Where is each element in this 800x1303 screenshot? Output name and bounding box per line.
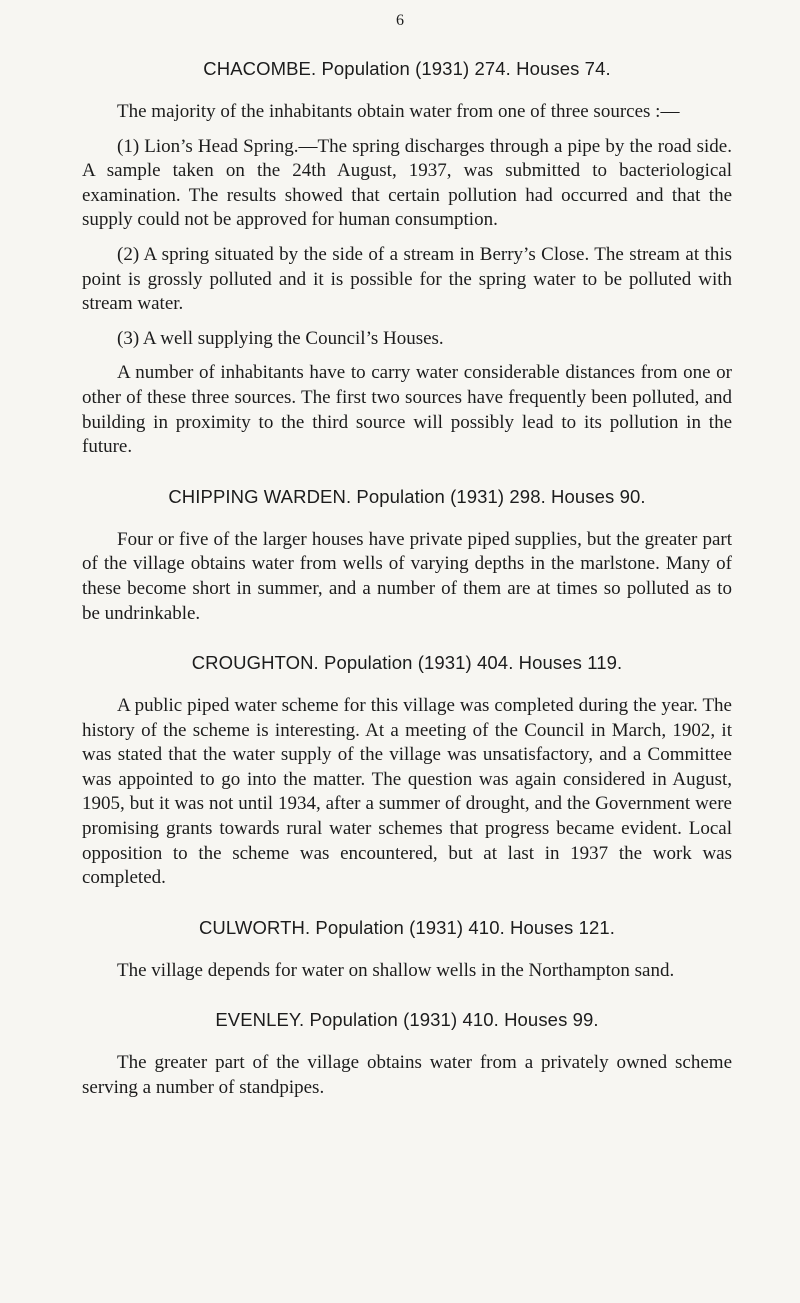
paragraph: (2) A spring situated by the side of a stream in Berry’s Close. The stream at this point is grossly polluted and it is possible for the spring water to be polluted with stream water.	[82, 243, 732, 315]
section-heading: CROUGHTON. Population (1931) 404. Houses 119.	[191, 652, 623, 674]
paragraph: (3) A well supplying the Council’s Houses.	[117, 327, 444, 349]
paragraph: A number of inhabitants have to carry water considerable distances from one or other of these three sources. The first two sources have frequently been polluted, and building in proximity to the third source will possibly lead to its pollution in the future.	[82, 362, 732, 458]
section-chacombe	[82, 58, 732, 460]
section-croughton	[82, 652, 732, 891]
section-heading: EVENLEY. Population (1931) 410. Houses 99.	[215, 1009, 599, 1031]
paragraph: A public piped water scheme for this village was completed during the year. The history of the scheme is interesting. At a meeting of the Council in March, 1902, it was stated that the water supply of the village was unsatisfactory, and a Committee was appointed to go into the matter. The question was again considered in August, 1905, but it was not until 1934, after a summer of drought, and the Government were promising grants towards rural water schemes that progress became evident. Local opposition to the scheme was encountered, but at last in 1937 the work was completed.	[82, 695, 732, 889]
page-content	[82, 58, 732, 1101]
paragraph: The village depends for water on shallow wells in the Northampton sand.	[117, 959, 675, 981]
paragraph: (1) Lion’s Head Spring.—The spring discharges through a pipe by the road side. A sample taken on the 24th August, 1937, was submitted to bacteriological examination. The results showed that certain pollution had occurred and that the supply could not be approved for human consumption.	[82, 135, 732, 231]
paragraph: The majority of the inhabitants obtain water from one of three sources :—	[117, 101, 680, 122]
section-chipping-warden	[82, 486, 732, 626]
paragraph: Four or five of the larger houses have private piped supplies, but the greater part of the village obtains water from wells of varying depths in the marlstone. Many of these become short in summer, and a number of them are at times so polluted as to be undrinkable.	[82, 528, 732, 624]
section-evenley	[82, 1009, 732, 1100]
paragraph: The greater part of the village obtains water from a privately owned scheme serving a number of standpipes.	[82, 1052, 732, 1099]
page-number: 6	[396, 12, 404, 29]
section-heading: CHACOMBE. Population (1931) 274. Houses 74.	[203, 58, 611, 79]
section-heading: CULWORTH. Population (1931) 410. Houses 121.	[198, 916, 616, 938]
section-culworth	[82, 917, 732, 984]
section-heading: CHIPPING WARDEN. Population (1931) 298. Houses 90.	[168, 485, 646, 507]
